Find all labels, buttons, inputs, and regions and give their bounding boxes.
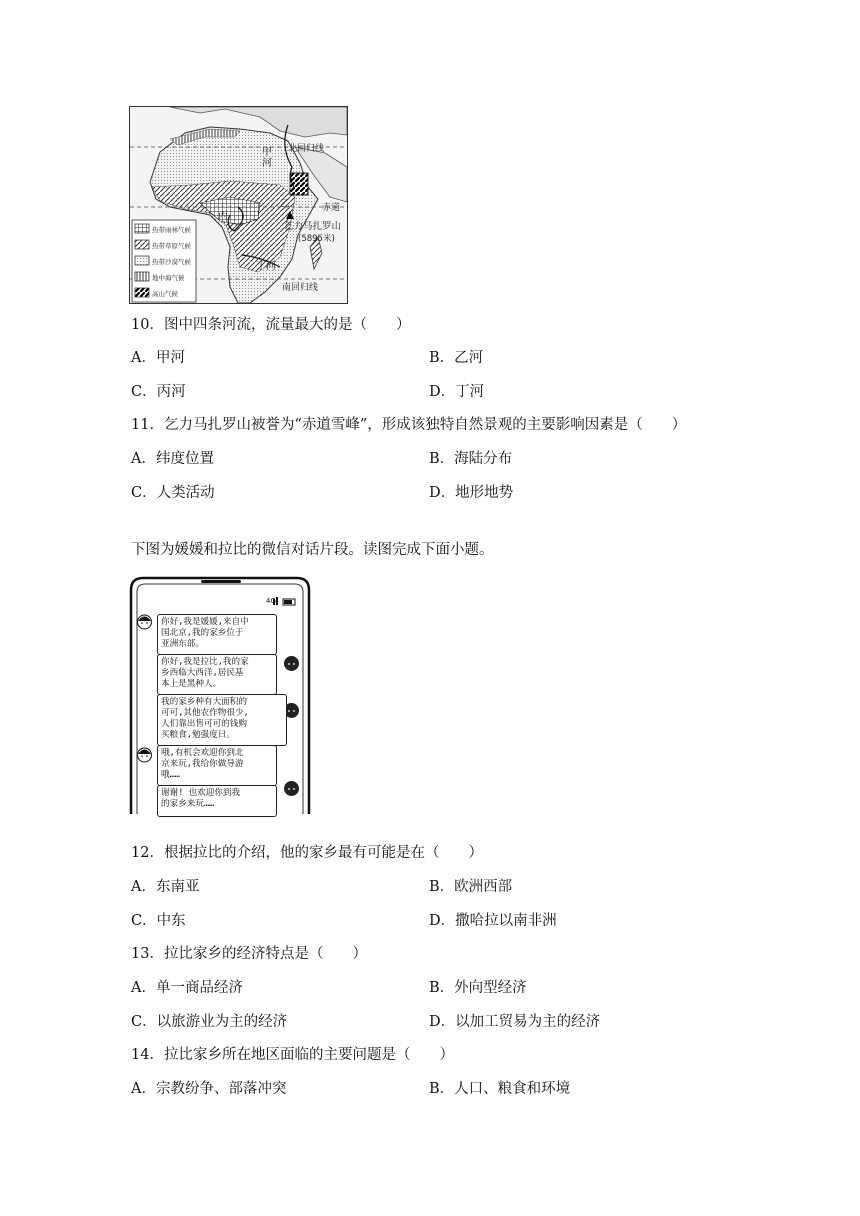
q14-option-b[interactable]: B．人口、粮食和环境 <box>429 1081 571 1097</box>
question-14-stem: 14．拉比家乡所在地区面临的主要问题是（ ） <box>131 1047 454 1063</box>
africa-climate-map <box>129 106 348 304</box>
chat-intro: 下图为媛媛和拉比的微信对话片段。读图完成下面小题。 <box>131 542 494 558</box>
legend-swatch <box>135 224 149 233</box>
q13-option-c[interactable]: C．以旅游业为主的经济 <box>131 1014 288 1030</box>
label-jia: 甲河 <box>262 147 272 169</box>
q12-option-d[interactable]: D．撒哈拉以南非洲 <box>429 913 557 929</box>
label-equator: 赤道 <box>322 203 341 213</box>
legend-label: 地中海气候 <box>152 274 185 282</box>
q11-option-d[interactable]: D．地形地势 <box>429 485 514 501</box>
q11-option-c[interactable]: C．人类活动 <box>131 485 215 501</box>
q10-option-a[interactable]: A．甲河 <box>131 350 185 366</box>
legend-swatch <box>135 256 149 265</box>
avatar-yuanyuan <box>136 746 153 763</box>
question-13-stem: 13．拉比家乡的经济特点是（ ） <box>131 946 367 962</box>
label-mountain: 乞力马扎罗山 <box>284 221 342 232</box>
q14-option-a[interactable]: A．宗教纷争、部落冲突 <box>131 1081 287 1097</box>
legend-swatch <box>135 272 149 281</box>
chat-message: 我的家乡种有大面积的 可可,其他农作物很少, 人们靠出售可可的钱购 买粮食,勉强度日。 <box>157 694 287 746</box>
label-ding: 丁河 <box>256 261 276 272</box>
q13-option-d[interactable]: D．以加工贸易为主的经济 <box>429 1014 601 1030</box>
avatar-labi <box>283 780 300 797</box>
label-tropic-north: 北回归线 <box>288 144 325 154</box>
legend-label: 高山气候 <box>152 290 178 298</box>
africa-map-svg <box>130 107 347 303</box>
q10-option-d[interactable]: D．丁河 <box>429 384 485 400</box>
chat-message: 谢谢! 也欢迎你到我 的家乡来玩…… <box>157 785 277 817</box>
map-legend <box>132 220 196 302</box>
legend-swatch <box>135 288 149 297</box>
q11-option-b[interactable]: B．海陆分布 <box>429 451 513 467</box>
chat-message: 你好,我是媛媛,来自中 国北京,我的家乡位于 亚洲东部。 <box>157 614 277 655</box>
legend-swatch <box>135 240 149 249</box>
phone-chat-figure <box>129 576 311 814</box>
label-tropic-south: 南回归线 <box>282 283 319 293</box>
q11-option-a[interactable]: A．纬度位置 <box>131 451 214 467</box>
label-mountain-height: (5895米) <box>298 234 335 244</box>
q12-option-c[interactable]: C．中东 <box>131 913 186 929</box>
legend-label: 热带雨林气候 <box>152 226 191 234</box>
signal-status: 4G <box>266 597 276 605</box>
q12-option-a[interactable]: A．东南亚 <box>131 879 200 895</box>
legend-label: 热带沙漠气候 <box>152 258 191 266</box>
rainforest-zone <box>200 197 260 225</box>
label-bing: 丙 <box>218 211 228 222</box>
question-12-stem: 12．根据拉比的介绍，他的家乡最有可能是在（ ） <box>131 845 483 861</box>
legend-label: 热带草原气候 <box>152 242 191 250</box>
q10-option-c[interactable]: C．丙河 <box>131 384 186 400</box>
q13-option-a[interactable]: A．单一商品经济 <box>131 980 243 996</box>
q12-option-b[interactable]: B．欧洲西部 <box>429 879 513 895</box>
avatar-yuanyuan <box>136 613 153 630</box>
q10-option-b[interactable]: B．乙河 <box>429 350 484 366</box>
question-11-stem: 11．乞力马扎罗山被誉为“赤道雪峰”，形成该独特自然景观的主要影响因素是（ ） <box>131 417 687 433</box>
label-yi: 乙 <box>280 199 290 210</box>
chat-message: 你好,我是拉比,我的家 乡西临大西洋,居民基 本上是黑种人。 <box>157 654 277 695</box>
avatar-labi <box>283 655 300 672</box>
chat-message: 哦,有机会欢迎你到北 京来玩,我给你做导游 哦…… <box>157 745 277 786</box>
question-10-stem: 10．图中四条河流，流量最大的是（ ） <box>131 317 411 333</box>
q13-option-b[interactable]: B．外向型经济 <box>429 980 527 996</box>
